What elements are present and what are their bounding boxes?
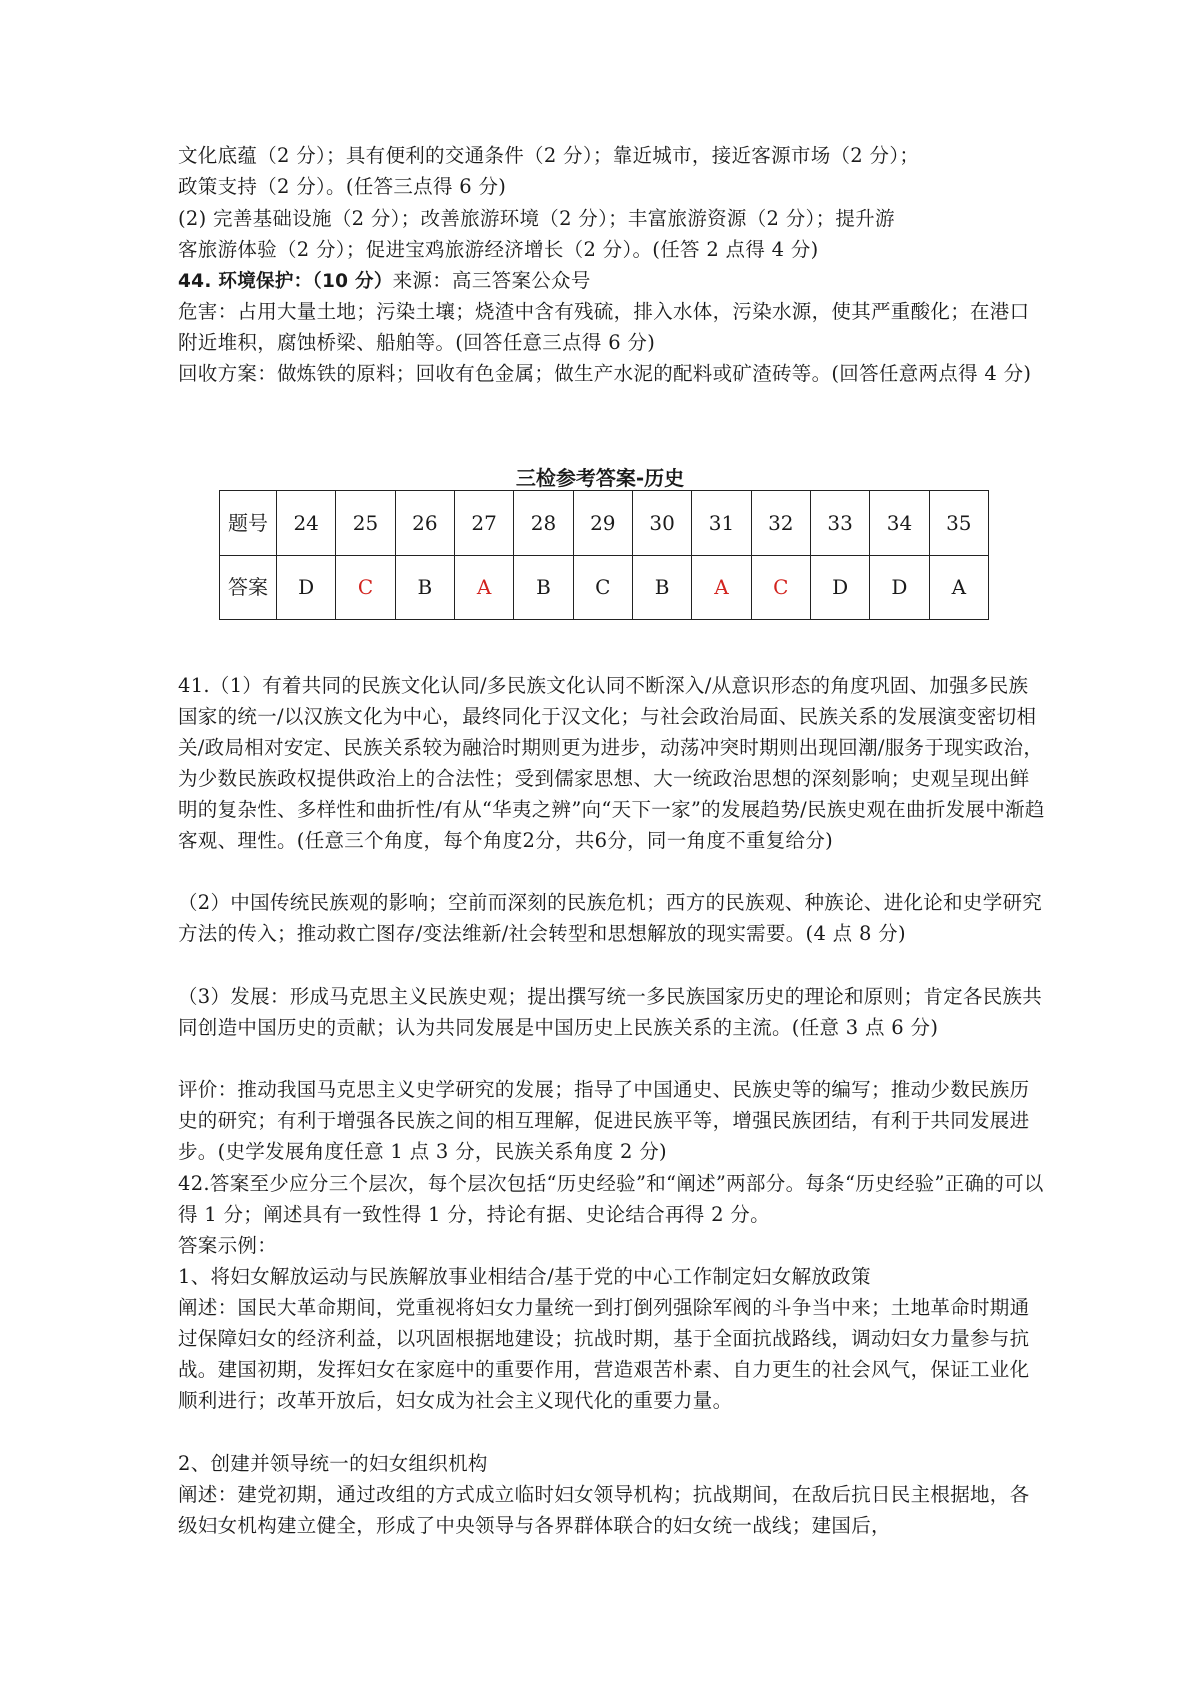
q41-part1: 41.（1）有着共同的民族文化认同/多民族文化认同不断深入/从意识形态的角度巩固、加强多民族国家的统一/以汉族文化为中心，最终同化于汉文化；与社会政治局面、民族关系的发展演变密切相关/政局相对安定、民族关系较为融洽时期则更为进步，动荡冲突时期则出现回潮/服务于现实政治，为少数民族政权提供政治上的合法性；受到儒家思想、大一统政治思想的深刻影响；史观呈现出鲜明的复杂性、多样性和曲折性/有从“华夷之辨”向“天下一家”的发展趋势/民族史观在曲折发展中渐趋客观、理性。(任意三个角度，每个角度2分，共6分，同一角度不重复给分) (178, 674, 1045, 852)
answer-cell: A (929, 555, 988, 620)
question-number: 28 (514, 491, 573, 556)
answer-cell: A (692, 555, 751, 620)
question-number: 26 (395, 491, 454, 556)
answer-table (219, 490, 989, 620)
answer-cell: C (573, 555, 632, 620)
q42-example-label: 答案示例： (178, 1234, 278, 1257)
answer-row (220, 555, 989, 620)
question-number: 24 (277, 491, 336, 556)
answer-cell: D (870, 555, 929, 620)
question-number: 25 (336, 491, 395, 556)
answer-cell: B (395, 555, 454, 620)
answer-cell: D (277, 555, 336, 620)
answer-cell: A (454, 555, 513, 620)
answer-cell: B (514, 555, 573, 620)
question-number: 30 (632, 491, 691, 556)
q42-item2-title: 2、创建并领导统一的妇女组织机构 (178, 1452, 488, 1475)
geo-line-4: 客旅游体验（2 分）；促进宝鸡旅游经济增长（2 分）。(任答 2 点得 4 分) (178, 238, 819, 261)
question-number: 29 (573, 491, 632, 556)
question-number: 35 (929, 491, 988, 556)
geo-line-3: (2) 完善基础设施（2 分）；改善旅游环境（2 分）；丰富旅游资源（2 分）；提升游 (178, 207, 895, 230)
question-number: 34 (870, 491, 929, 556)
q42-instructions: 42.答案至少应分三个层次，每个层次包括“历史经验”和“阐述”两部分。每条“历史经验”正确的可以得 1 分；阐述具有一致性得 1 分，持论有据、史论结合再得 2 分。 (178, 1172, 1044, 1226)
answer-cell: B (632, 555, 691, 620)
geo-line-1: 文化底蕴（2 分）；具有便利的交通条件（2 分）；靠近城市，接近客源市场（2 分）； (178, 144, 920, 167)
q44-recycle: 回收方案：做炼铁的原料；回收有色金属；做生产水泥的配料或矿渣砖等。(回答任意两点得 4 分) (178, 362, 1032, 385)
answer-table-title: 三检参考答案-历史 (515, 466, 685, 490)
q41-part3: （3）发展：形成马克思主义民族史观；提出撰写统一多民族国家历史的理论和原则；肯定各民族共同创造中国历史的贡献；认为共同发展是中国历史上民族关系的主流。(任意 3 点 6 分) (178, 985, 1043, 1039)
q44-source: 来源：高三答案公众号 (392, 269, 591, 292)
question-number: 33 (810, 491, 869, 556)
geo-line-2: 政策支持（2 分）。(任答三点得 6 分) (178, 175, 507, 198)
q41-part2: （2）中国传统民族观的影响；空前而深刻的民族危机；西方的民族观、种族论、进化论和史学研究方法的传入；推动救亡图存/变法维新/社会转型和思想解放的现实需要。(4 点 8 分) (178, 891, 1043, 945)
answer-cell: C (751, 555, 810, 620)
q42-item1-title: 1、将妇女解放运动与民族解放事业相结合/基于党的中心工作制定妇女解放政策 (178, 1265, 871, 1288)
answer-cell: C (336, 555, 395, 620)
q41-evaluation: 评价：推动我国马克思主义史学研究的发展；指导了中国通史、民族史等的编写；推动少数民族历史的研究；有利于增强各民族之间的相互理解，促进民族平等，增强民族团结，有利于共同发展进步。(史学发展角度任意 1 点 3 分，民族关系角度 2 分) (178, 1078, 1030, 1163)
q42-item1-body: 阐述：国民大革命期间，党重视将妇女力量统一到打倒列强除军阀的斗争当中来；土地革命时期通过保障妇女的经济利益，以巩固根据地建设；抗战时期，基于全面抗战路线，调动妇女力量参与抗战。建国初期，发挥妇女在家庭中的重要作用，营造艰苦朴素、自力更生的社会风气，保证工业化顺利进行；改革开放后，妇女成为社会主义现代化的重要力量。 (178, 1296, 1030, 1412)
q44-harm: 危害：占用大量土地；污染土壤；烧渣中含有残硫，排入水体，污染水源，使其严重酸化；在港口附近堆积，腐蚀桥梁、船舶等。(回答任意三点得 6 分) (178, 300, 1030, 354)
q42-item2-body: 阐述：建党初期，通过改组的方式成立临时妇女领导机构；抗战期间，在敌后抗日民主根据地，各级妇女机构建立健全，形成了中央领导与各界群体联合的妇女统一战线；建国后， (178, 1483, 1030, 1537)
q44-heading: 44. 环境保护：（10 分） (178, 271, 393, 292)
row-label-answer: 答案 (220, 555, 277, 620)
q44-heading-line (178, 265, 1048, 297)
question-number-row (220, 491, 989, 556)
question-number: 32 (751, 491, 810, 556)
answer-cell: D (810, 555, 869, 620)
question-number: 27 (454, 491, 513, 556)
row-label-number: 题号 (220, 491, 277, 556)
question-number: 31 (692, 491, 751, 556)
